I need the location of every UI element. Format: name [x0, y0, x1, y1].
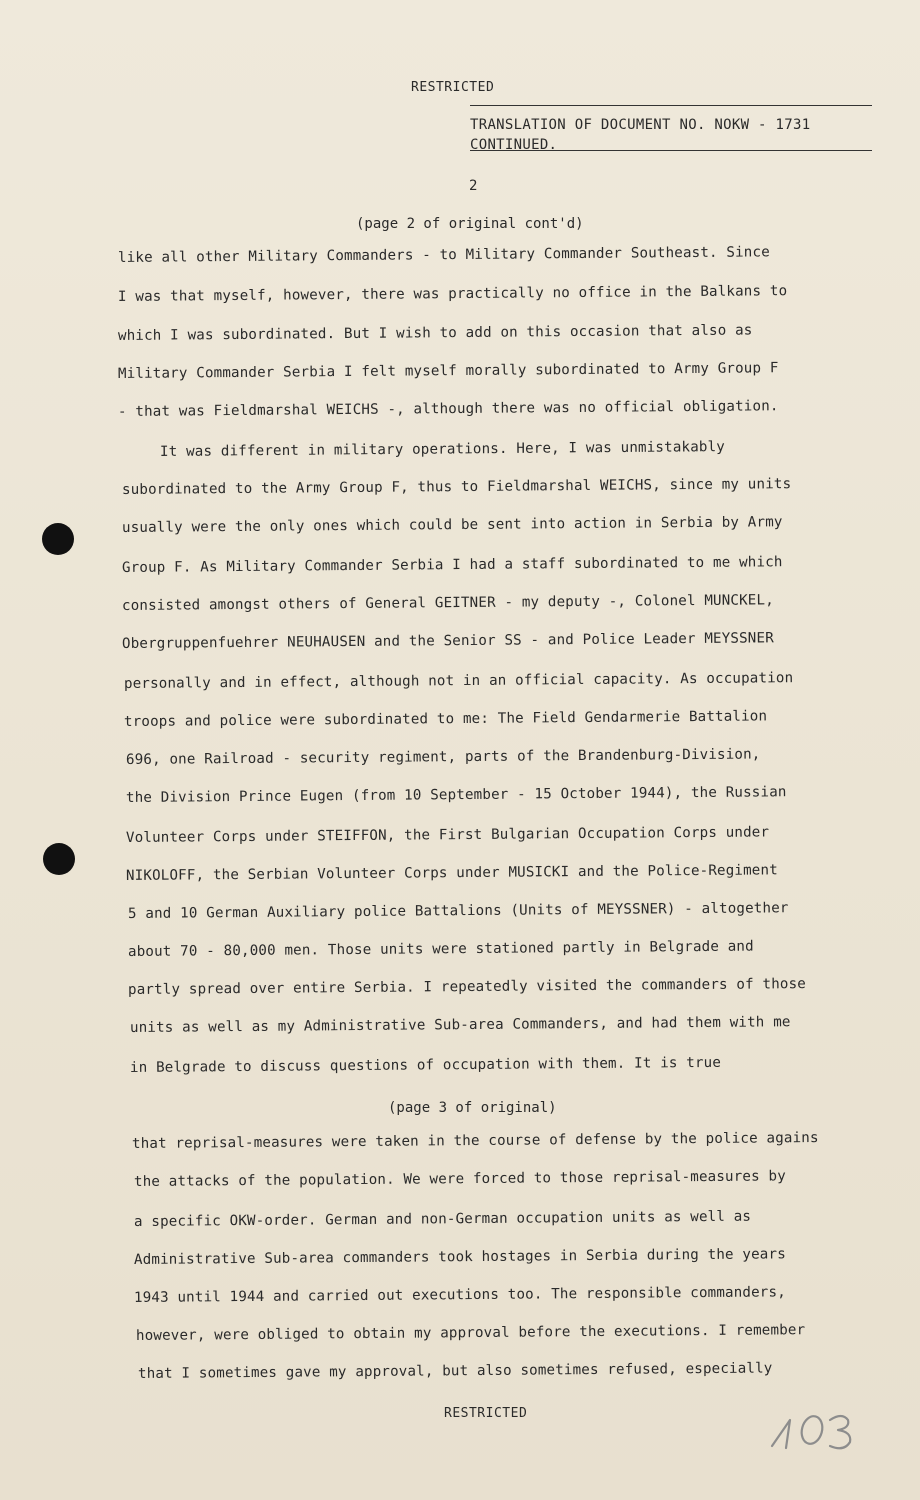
handwritten-page-number: [768, 1406, 858, 1454]
text-line: about 70 - 80,000 men. Those units were stationed partly in Belgrade and: [127, 938, 754, 960]
text-line: like all other Military Commanders - to Military Commander Southeast. Since: [117, 244, 770, 266]
text-line: the attacks of the population. We were forced to those reprisal-measures by: [133, 1168, 786, 1190]
classification-bottom: RESTRICTED: [444, 1406, 528, 1421]
text-line: however, were obliged to obtain my approval before the executions. I remember: [135, 1322, 806, 1344]
text-line: Volunteer Corps under STEIFFON, the First Bulgarian Occupation Corps under: [125, 824, 770, 846]
text-line: usually were the only ones which could be sent into action in Serbia by Army: [121, 514, 783, 536]
header-rule-top: [470, 105, 872, 106]
classification-top: RESTRICTED: [411, 80, 495, 95]
text-line: 1943 until 1944 and carried out executions too. The responsible commanders,: [133, 1284, 786, 1306]
punch-hole-upper: [42, 523, 74, 555]
text-line: which I was subordinated. But I wish to add on this occasion that also as: [117, 322, 753, 344]
text-line: I was that myself, however, there was practically no office in the Balkans to: [117, 283, 788, 305]
text-line: 696, one Railroad - security regiment, parts of the Brandenburg-Division,: [125, 746, 761, 768]
page-note-original: (page 3 of original): [388, 1100, 557, 1116]
text-line: Administrative Sub-area commanders took hostages in Serbia during the years: [133, 1246, 786, 1268]
text-line: that reprisal-measures were taken in the course of defense by the police agains: [131, 1130, 819, 1152]
text-line: personally and in effect, although not in an official capacity. As occupation: [123, 670, 794, 692]
translation-title: TRANSLATION OF DOCUMENT NO. NOKW - 1731: [470, 117, 811, 133]
translation-continued: CONTINUED.: [470, 137, 558, 153]
text-line: consisted amongst others of General GEITNER - my deputy -, Colonel MUNCKEL,: [121, 592, 774, 614]
header-rule-bottom: [470, 150, 872, 151]
text-line: Obergruppenfuehrer NEUHAUSEN and the Senior SS - and Police Leader MEYSSNER: [121, 630, 774, 652]
punch-hole-lower: [43, 843, 75, 875]
text-line: partly spread over entire Serbia. I repeatedly visited the commanders of those: [127, 976, 806, 998]
text-line: 5 and 10 German Auxiliary police Battalions (Units of MEYSSNER) - altogether: [127, 900, 789, 922]
text-line: the Division Prince Eugen (from 10 September - 15 October 1944), the Russian: [125, 784, 787, 806]
text-line: Military Commander Serbia I felt myself morally subordinated to Army Group F: [117, 360, 779, 382]
text-line: NIKOLOFF, the Serbian Volunteer Corps under MUSICKI and the Police-Regiment: [125, 862, 778, 884]
text-line: subordinated to the Army Group F, thus to Fieldmarshal WEICHS, since my units: [121, 476, 792, 498]
text-line: It was different in military operations. Here, I was unmistakably: [159, 439, 726, 460]
text-line: troops and police were subordinated to me: The Field Gendarmerie Battalion: [123, 708, 768, 730]
page-number: 2: [469, 178, 478, 194]
text-line: Group F. As Military Commander Serbia I had a staff subordinated to me which: [121, 554, 783, 576]
text-line: in Belgrade to discuss questions of occupation with them. It is true: [129, 1054, 722, 1076]
text-line: a specific OKW-order. German and non-German occupation units as well as: [133, 1208, 752, 1230]
text-line: units as well as my Administrative Sub-area Commanders, and had them with me: [129, 1014, 791, 1036]
text-line: that I sometimes gave my approval, but also sometimes refused, especially: [137, 1360, 773, 1382]
page-note-continued: (page 2 of original cont'd): [356, 216, 584, 232]
text-line: - that was Fieldmarshal WEICHS -, although there was no official obligation.: [117, 398, 779, 420]
